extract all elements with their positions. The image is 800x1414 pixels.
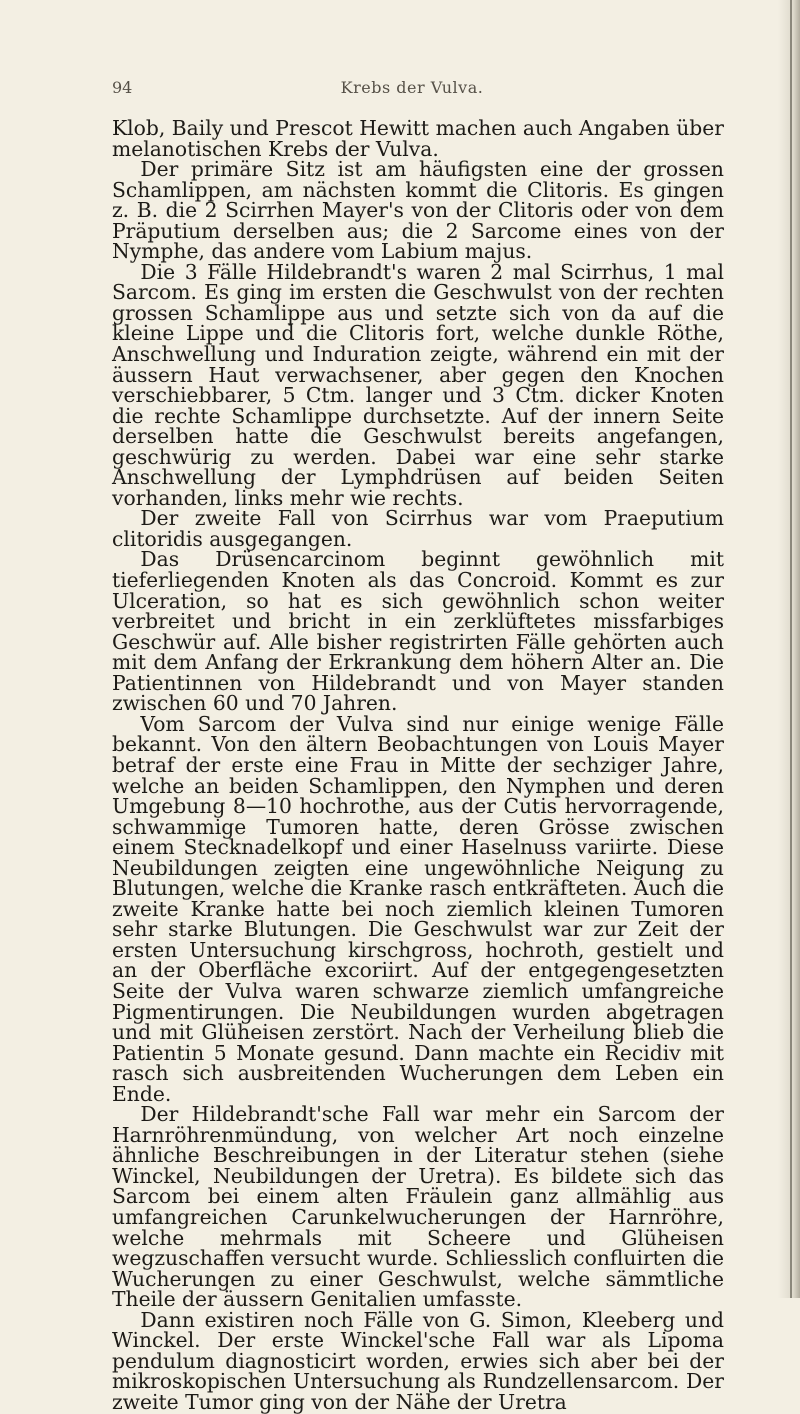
page-edge-line bbox=[790, 0, 792, 1298]
paragraph: Der zweite Fall von Scirrhus war vom Praeputium clitoridis ausgegangen. bbox=[112, 506, 724, 551]
paragraph: Die 3 Fälle Hildebrandt's waren 2 mal Scirrhus, 1 mal Sarcom. Es ging im ersten die Geschwulst von der rechten grossen Schamlippe aus und setzte sich von da auf die kleine Lippe und die Clitoris fort, welche dunkle Röthe, Anschwellung und Induration zeigte, während ein mit der äussern Haut verwachsener, aber gegen den Knochen verschiebbarer, 5 Ctm. langer und 3 Ctm. dicker Knoten die rechte Schamlippe durchsetzte. Auf der innern Seite derselben hatte die Geschwulst bereits angefangen, geschwürig zu werden. Dabei war eine sehr starke Anschwellung der Lymphdrüsen auf beiden Seiten vorhanden, links mehr wie rechts. bbox=[112, 259, 724, 510]
paragraph: Das Drüsencarcinom beginnt gewöhnlich mit tieferliegenden Knoten als das Concroid. Kommt es zur Ulceration, so hat es sich gewöhnlich schon weiter verbreitet und bricht in ein zerklüftetes missfarbiges Geschwür auf. Alle bisher registrirten Fälle gehörten auch mit dem Anfang der Erkrankung dem höhern Alter an. Die Patientinnen von Hildebrandt und von Mayer standen zwischen 60 und 70 Jahren. bbox=[112, 547, 724, 716]
page-number: 94 bbox=[112, 78, 133, 97]
paragraph: Vom Sarcom der Vulva sind nur einige wenige Fälle bekannt. Von den ältern Beobachtungen von Louis Mayer betraf der erste eine Frau in Mitte der sechziger Jahre, welche an beiden Schamlippen, den Nymphen und deren Umgebung 8—10 hochrothe, aus der Cutis hervorragende, schwammige Tumoren hatte, deren Grösse zwischen einem Stecknadelkopf und einer Haselnuss variirte. Diese Neubildungen zeigten eine ungewöhnliche Neigung zu Blutungen, welche die Kranke rasch entkräfteten. Auch die zweite Kranke hatte bei noch ziemlich kleinen Tumoren sehr starke Blutungen. Die Geschwulst war zur Zeit der ersten Untersuchung kirschgross, hochroth, gestielt und an der Oberfläche excoriirt. Auf der entgegengesetzten Seite der Vulva waren schwarze ziemlich umfangreiche Pigmentirungen. Die Neubildungen wurden abgetragen und mit Glüheisen zerstört. Nach der Verheilung blieb die Patientin 5 Monate gesund. Dann machte ein Recidiv mit rasch sich ausbreitenden Wucherungen dem Leben ein Ende. bbox=[112, 711, 724, 1106]
running-title: Krebs der Vulva. bbox=[340, 78, 484, 97]
page-header bbox=[112, 78, 712, 102]
paragraph: Dann existiren noch Fälle von G. Simon, Kleeberg und Winckel. Der erste Winckel'sche Fall war als Lipoma pendulum diagnosticirt worden, erwies sich aber bei der mikroskopischen Untersuchung als Rundzellensarcom. Der zweite Tumor ging von der Nähe der Uretra bbox=[112, 1307, 724, 1414]
body-text bbox=[112, 118, 724, 1412]
paragraph: Klob, Baily und Prescot Hewitt machen auch Angaben über melanotischen Krebs der Vulva. bbox=[112, 116, 724, 161]
paragraph: Der Hildebrandt'sche Fall war mehr ein Sarcom der Harnröhrenmündung, von welcher Art noch einzelne ähnliche Beschreibungen in der Literatur stehen (siehe Winckel, Neubildungen der Uretra). Es bildete sich das Sarcom bei einem alten Fräulein ganz allmählig aus umfangreichen Carunkelwucherungen der Harnröhre, welche mehrmals mit Scheere und Glüheisen wegzuschaffen versucht wurde. Schliesslich confluirten die Wucherungen zu einer Geschwulst, welche sämmtliche Theile der äussern Genitalien umfasste. bbox=[112, 1102, 724, 1312]
paragraph: Der primäre Sitz ist am häufigsten eine der grossen Schamlippen, am nächsten kommt die Clitoris. Es gingen z. B. die 2 Scirrhen Mayer's von der Clitoris oder von dem Präputium derselben aus; die 2 Sarcome eines von der Nymphe, das andere vom Labium majus. bbox=[112, 157, 724, 264]
page-edge-shadow bbox=[778, 0, 800, 1298]
